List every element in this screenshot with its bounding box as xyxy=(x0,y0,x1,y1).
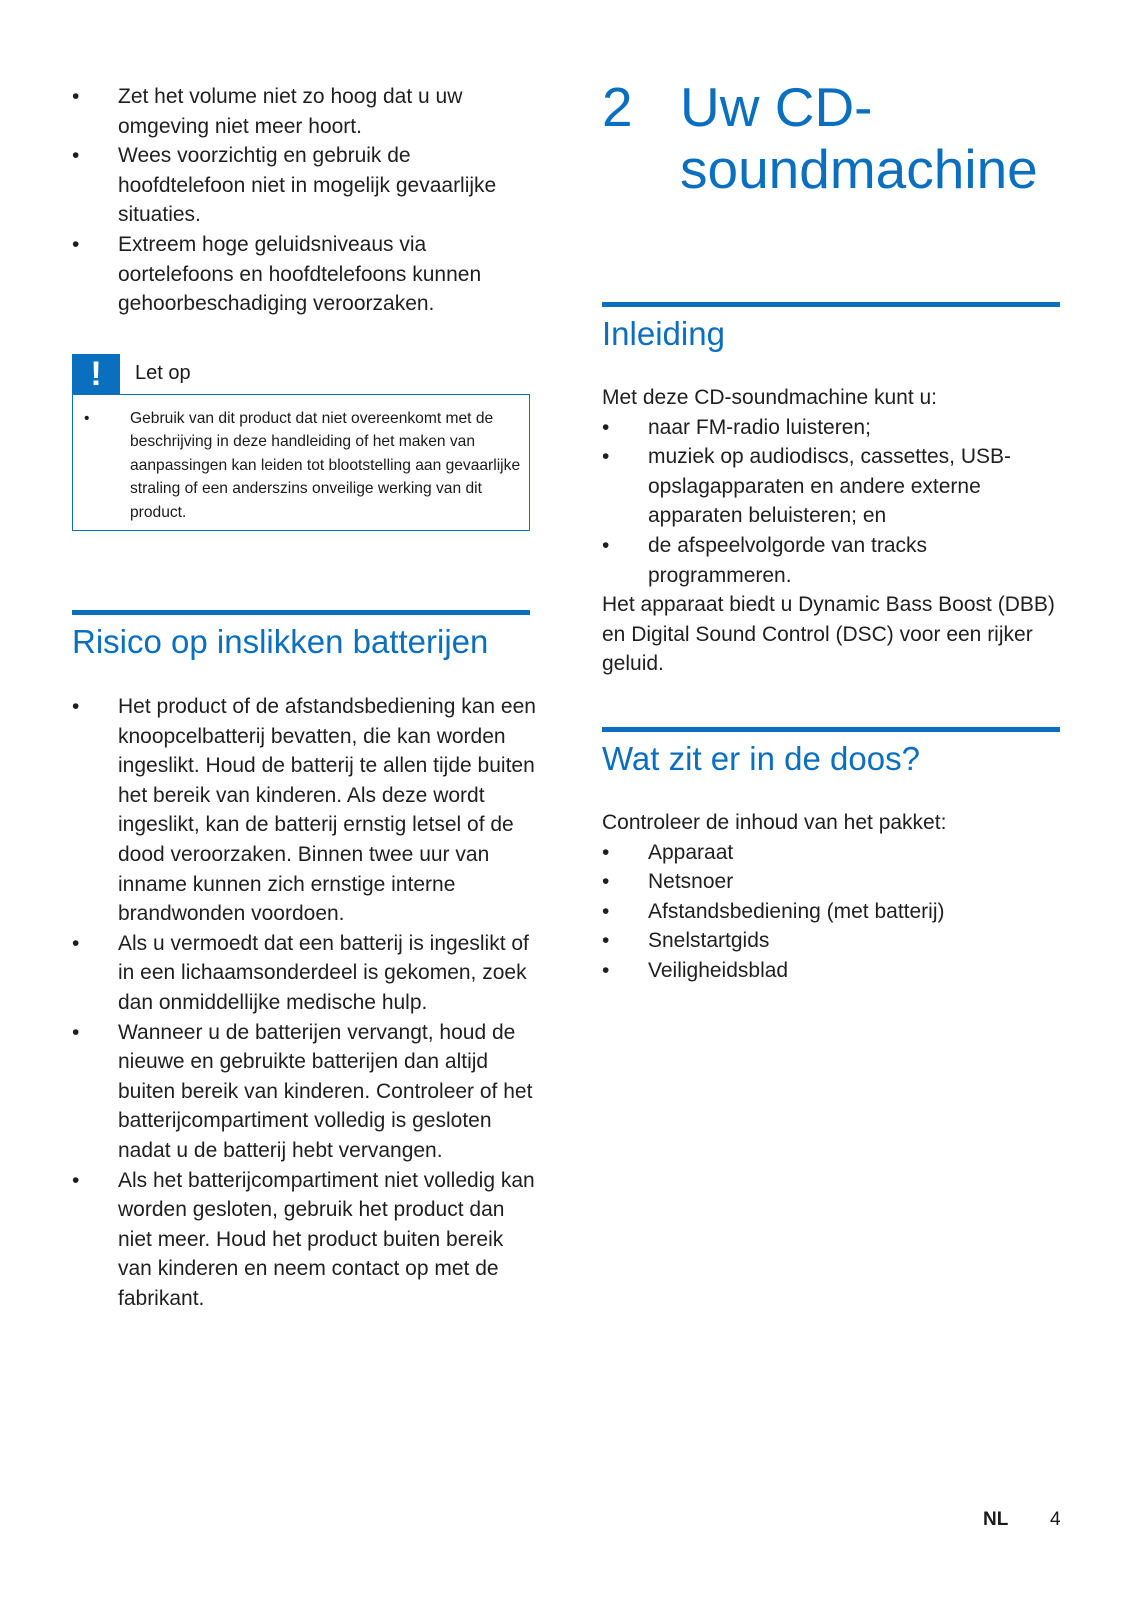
list-item: • Als het batterijcompartiment niet volledig kan worden gesloten, gebruik het product dan niet meer. Houd het product buiten bereik van kinderen en neem contact op met de fabrikant. xyxy=(72,1166,536,1314)
section-rule xyxy=(602,302,1060,307)
list-item: • Het product of de afstandsbediening kan een knoopcelbatterij bevatten, die kan worden ingeslikt. Houd de batterij te allen tijde buiten het bereik van kinderen. Als deze wordt ingeslikt, kan de batterij ernstig letsel of de dood veroorzaken. Binnen twee uur van inname kunnen zich ernstige interne brandwonden voordoen. xyxy=(72,692,536,929)
caution-title: Let op xyxy=(135,362,191,384)
list-item: • muziek op audiodiscs, cassettes, USB-opslagapparaten en andere externe apparaten beluisteren; en xyxy=(602,442,1060,531)
intro-lead: Met deze CD-soundmachine kunt u: xyxy=(602,386,938,409)
bullet-icon: • xyxy=(602,929,610,953)
bullet-icon: • xyxy=(72,931,80,955)
box-lead: Controleer de inhoud van het pakket: xyxy=(602,811,947,834)
section-heading-box: Wat zit er in de doos? xyxy=(602,740,920,777)
list-item: • Netsnoer xyxy=(602,867,1060,897)
bullet-icon: • xyxy=(602,840,610,864)
section-heading-battery: Risico op inslikken batterijen xyxy=(72,623,489,660)
bullet-icon: • xyxy=(602,445,610,469)
caution-list xyxy=(84,407,524,524)
list-item: • Zet het volume niet zo hoog dat u uw omgeving niet meer hoort. xyxy=(72,82,532,141)
box-block xyxy=(602,808,1060,986)
bullet-icon: • xyxy=(72,85,80,108)
chapter-title: Uw CD-soundmachine xyxy=(680,76,1038,200)
bullet-icon: • xyxy=(602,415,610,439)
list-item: • Extreem hoge geluidsniveaus via oortelefoons en hoofdtelefoons kunnen gehoorbeschadiging veroorzaken. xyxy=(72,230,532,319)
bullet-icon: • xyxy=(72,144,80,168)
bullet-icon: • xyxy=(72,232,80,256)
section-rule xyxy=(602,727,1060,732)
battery-bullets xyxy=(72,692,536,1313)
list-item: • Snelstartgids xyxy=(602,926,1060,956)
footer-language: NL xyxy=(983,1509,1009,1530)
intro-closing: Het apparaat biedt u Dynamic Bass Boost (DBB) en Digital Sound Control (DSC) voor een rijker geluid. xyxy=(602,593,1055,676)
bullet-icon: • xyxy=(602,958,610,982)
chapter-number: 2 xyxy=(602,76,633,138)
section-rule xyxy=(72,610,530,615)
list-item: • Wanneer u de batterijen vervangt, houd de nieuwe en gebruikte batterijen dan altijd buiten bereik van kinderen. Controleer of het batterijcompartiment volledig is gesloten nadat u de batterij hebt vervangen. xyxy=(72,1018,536,1166)
safety-bullets xyxy=(72,82,532,319)
list-item: • naar FM-radio luisteren; xyxy=(602,413,1060,443)
section-heading-intro: Inleiding xyxy=(602,315,725,352)
intro-block xyxy=(602,383,1060,679)
list-item: • Afstandsbediening (met batterij) xyxy=(602,897,1060,927)
bullet-icon: • xyxy=(72,1168,80,1192)
list-item: • de afspeelvolgorde van tracks programmeren. xyxy=(602,531,1060,590)
bullet-icon: • xyxy=(602,899,610,923)
list-item: • Wees voorzichtig en gebruik de hoofdtelefoon niet in mogelijk gevaarlijke situaties. xyxy=(72,141,532,230)
list-item: • Als u vermoedt dat een batterij is ingeslikt of in een lichaamsonderdeel is gekomen, zoek dan onmiddellijke medische hulp. xyxy=(72,929,536,1018)
list-item: • Veiligheidsblad xyxy=(602,956,1060,986)
bullet-icon: • xyxy=(602,533,610,557)
intro-bullets xyxy=(602,413,1060,591)
box-bullets xyxy=(602,838,1060,986)
bullet-icon: • xyxy=(72,695,80,718)
exclamation-icon: ! xyxy=(72,354,120,394)
bullet-icon: • xyxy=(602,870,610,894)
bullet-icon: • xyxy=(72,1020,80,1044)
list-item: • Apparaat xyxy=(602,838,1060,868)
list-item: • Gebruik van dit product dat niet overeenkomt met de beschrijving in deze handleiding of het maken van aanpassingen kan leiden tot blootstelling aan gevaarlijke straling of een anderszins onveilige werking van dit product. xyxy=(84,407,524,524)
bullet-icon: • xyxy=(84,410,90,427)
page-number: 4 xyxy=(1050,1509,1061,1530)
